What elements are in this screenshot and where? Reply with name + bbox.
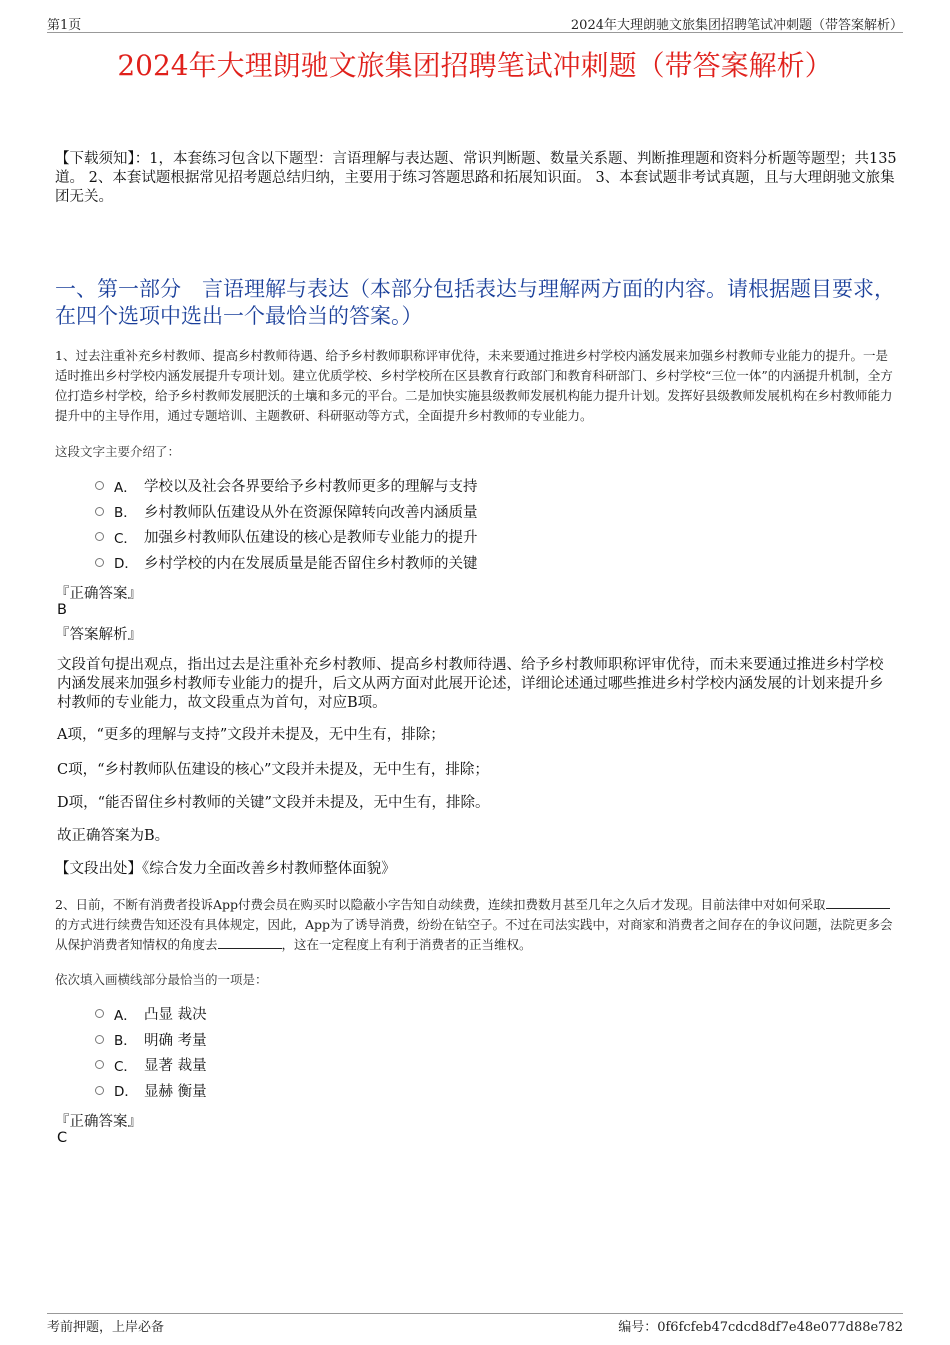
option-c[interactable]: C． 加强乡村教师队伍建设的核心是教师专业能力的提升 <box>95 524 478 550</box>
answer-value: B <box>57 602 67 618</box>
answer-label: 『正确答案』 <box>55 586 142 602</box>
radio-icon[interactable] <box>95 481 104 490</box>
analysis-paragraph: C项，“乡村教师队伍建设的核心”文段并未提及，无中生有，排除； <box>57 762 489 778</box>
radio-icon[interactable] <box>95 507 104 516</box>
analysis-conclusion: 故正确答案为B。 <box>57 828 170 844</box>
analysis-paragraph: 文段首句提出观点，指出过去是注重补充乡村教师、提高乡村教师待遇、给予乡村教师职称评审优待，而未来要通过推进乡村学校内涵发展来加强乡村教师专业能力的提升，后文从两方面对此展开论述，详细论述通过哪些推进乡村学校内涵发展的计划来提升乡村教师的专业能力，故文段重点为首句，对应B项。 <box>57 657 884 711</box>
radio-icon[interactable] <box>95 532 104 541</box>
radio-icon[interactable] <box>95 1060 104 1069</box>
analysis-paragraph: A项，“更多的理解与支持”文段并未提及，无中生有，排除； <box>57 727 445 743</box>
radio-icon[interactable] <box>95 1009 104 1018</box>
header-doc-title: 2024年大理朗驰文旅集团招聘笔试冲刺题（带答案解析） <box>570 18 903 33</box>
option-a[interactable]: A． 凸显 裁决 <box>95 1001 207 1027</box>
question-1-options <box>95 473 478 575</box>
section-title: 一、第一部分 言语理解与表达（本部分包括表达与理解两方面的内容。请根据题目要求，在四个选项中选出一个最恰当的答案。） <box>55 277 895 328</box>
page-footer <box>47 1313 903 1335</box>
answer-label: 『正确答案』 <box>55 1114 142 1130</box>
fill-blank <box>218 936 282 949</box>
download-notice: 【下载须知】：1，本套练习包含以下题型：言语理解与表达题、常识判断题、数量关系题、判断推理题和资料分析题等题型；共135道。 2、本套试题根据常见招考题总结归纳，主要用于练习答题思路和拓展知识面。 3、本套试题非考试真题，且与大理朗驰文旅集团无关。 <box>55 151 897 205</box>
document-title: 2024年大理朗驰文旅集团招聘笔试冲刺题（带答案解析） <box>117 49 833 82</box>
question-2-text: 2、日前，不断有消费者投诉App付费会员在购买时以隐蔽小字告知自动续费，连续扣费数月甚至几年之久后才发现。目前法律中对如何采取的方式进行续费告知还没有具体规定，因此，App为了诱导消费，纷纷在钻空子。不过在司法实践中，对商家和消费者之间存在的争议问题，法院更多会从保护消费者知情权的角度去 ，这在一定程度上有利于消费者的正当维权。 <box>55 897 893 952</box>
option-c[interactable]: C． 显著 裁量 <box>95 1052 207 1078</box>
page-number: 第1页 <box>47 18 82 33</box>
analysis-label: 『答案解析』 <box>55 627 142 643</box>
option-b[interactable]: B． 乡村教师队伍建设从外在资源保障转向改善内涵质量 <box>95 499 478 525</box>
footer-doc-id: 编号：0f6fcfeb47cdcd8df7e48e077d88e782 <box>618 1320 903 1335</box>
option-a[interactable]: A． 学校以及社会各界要给予乡村教师更多的理解与支持 <box>95 473 478 499</box>
analysis-paragraph: D项，“能否留住乡村教师的关键”文段并未提及，无中生有，排除。 <box>57 795 490 811</box>
page-header <box>47 14 903 33</box>
question-1-text: 1、过去注重补充乡村教师、提高乡村教师待遇、给予乡村教师职称评审优待，未来要通过推进乡村学校内涵发展来加强乡村教师专业能力的提升。一是适时推出乡村学校内涵发展提升专项计划。建立优质学校、乡村学校所在区县教育行政部门和教育科研部门、乡村学校“三位一体”的内涵提升机制，全方位打造乡村学校，给予乡村教师发展肥沃的土壤和多元的平台。二是加快实施县级教师发展机构能力提升计划。发挥好县级教师发展机构在乡村教师能力提升中的主导作用，通过专题培训、主题教研、科研驱动等方式，全面提升乡村教师的专业能力。 <box>55 348 893 423</box>
option-b[interactable]: B． 明确 考量 <box>95 1027 207 1053</box>
question-1-stem: 这段文字主要介绍了： <box>55 444 181 459</box>
option-d[interactable]: D． 显赫 衡量 <box>95 1078 207 1104</box>
question-2-options <box>95 1001 207 1103</box>
radio-icon[interactable] <box>95 558 104 567</box>
footer-slogan: 考前押题，上岸必备 <box>47 1320 165 1335</box>
question-2-stem: 依次填入画横线部分最恰当的一项是： <box>55 972 268 987</box>
radio-icon[interactable] <box>95 1086 104 1095</box>
passage-source: 【文段出处】《综合发力全面改善乡村教师整体面貌》 <box>55 861 396 877</box>
radio-icon[interactable] <box>95 1035 104 1044</box>
option-d[interactable]: D． 乡村学校的内在发展质量是能否留住乡村教师的关键 <box>95 550 478 576</box>
fill-blank <box>826 896 890 909</box>
answer-value: C <box>57 1130 68 1146</box>
